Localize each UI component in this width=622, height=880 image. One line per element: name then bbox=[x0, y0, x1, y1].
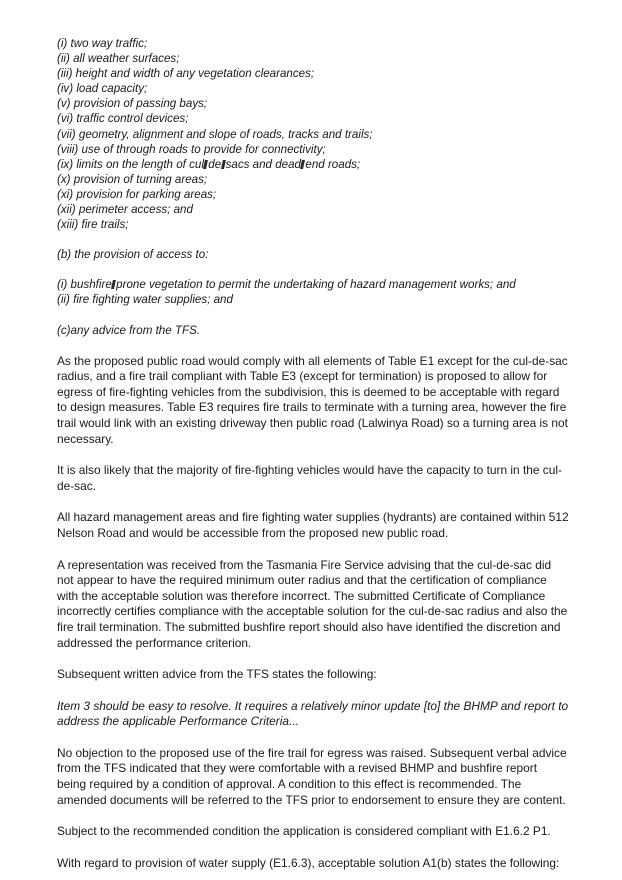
clause-b-item-ii: (ii) fire fighting water supplies; and bbox=[57, 293, 233, 307]
spacer bbox=[57, 262, 569, 277]
paragraph-vehicle-capacity: It is also likely that the majority of fire-fighting vehicles would have the capacity to turn in the cul-de-sac. bbox=[57, 463, 562, 493]
spacer bbox=[57, 338, 569, 354]
clause-ix-middle: de bbox=[208, 157, 222, 171]
spacer bbox=[57, 840, 569, 856]
paragraph-compliance-conclusion: Subject to the recommended condition the application is considered compliant with E1.6.2 P1. bbox=[57, 824, 551, 839]
paragraph-water-supply: With regard to provision of water supply (E1.6.3), acceptable solution A1(b) states the following: bbox=[57, 855, 560, 870]
clause-ix-prefix: (ix) limits on the length of cul bbox=[57, 157, 204, 171]
list-item: (viii) use of through roads to provide for connectivity; bbox=[57, 142, 326, 156]
list-item: (ii) all weather surfaces; bbox=[57, 52, 180, 66]
spacer bbox=[57, 808, 569, 824]
spacer bbox=[57, 494, 569, 510]
clause-b-i-suffix: prone vegetation to permit the undertaking of hazard management works; and bbox=[116, 278, 516, 292]
clause-b-i-prefix: (i) bushfire bbox=[57, 278, 112, 292]
clause-ix-tail: end roads; bbox=[305, 157, 361, 171]
list-item: (xiii) fire trails; bbox=[57, 218, 129, 232]
spacer bbox=[57, 308, 569, 323]
spacer bbox=[57, 542, 569, 558]
list-item: (x) provision of turning areas; bbox=[57, 172, 208, 186]
list-item-clause-ix bbox=[57, 157, 569, 172]
tfs-quote: Item 3 should be easy to resolve. It requires a relatively minor update [to] the BHMP and report to address the applicable Performance Criteria... bbox=[57, 698, 569, 729]
list-item: (iii) height and width of any vegetation clearances; bbox=[57, 67, 315, 81]
list-item: (xi) provision for parking areas; bbox=[57, 187, 217, 201]
list-item: (xii) perimeter access; and bbox=[57, 203, 193, 217]
list-item: (i) two way traffic; bbox=[57, 37, 148, 50]
document-body bbox=[57, 36, 569, 871]
clause-ix-suffix: sacs and dead bbox=[225, 157, 301, 171]
paragraph-no-objection: No objection to the proposed use of the fire trail for egress was raised. Subsequent verbal advice from the TFS indicated that they were comfortable with a revised BHMP and bushfire report being required by a condition of approval. A condition to this effect is recommended. The amended documents will be referred to the TFS prior to endorsement to ensure they are content. bbox=[57, 745, 567, 807]
paragraph-subsequent-advice-intro: Subsequent written advice from the TFS states the following: bbox=[57, 667, 377, 682]
spacer bbox=[57, 683, 569, 699]
list-item: (vi) traffic control devices; bbox=[57, 112, 189, 126]
clause-a-list bbox=[57, 36, 569, 232]
spacer bbox=[57, 232, 569, 247]
paragraph-representation: A representation was received from the Tasmania Fire Service advising that the cul-de-sac did not appear to have the required minimum outer radius and that the certification of compliance with the acceptable solution was therefore incorrect. The submitted Certificate of Compliance incorrectly certifies compliance with the acceptable solution for the cul-de-sac radius and also the fire trail termination. The submitted bushfire report should also have identified the discretion and addressed the performance criterion. bbox=[57, 557, 568, 650]
spacer bbox=[57, 651, 569, 667]
clause-b-heading: (b) the provision of access to: bbox=[57, 248, 209, 262]
list-item: (iv) load capacity; bbox=[57, 82, 148, 96]
clause-b-item-i bbox=[57, 277, 569, 292]
paragraph-table-compliance: As the proposed public road would comply with all elements of Table E1 except for the cul-de-sac radius, and a fire trail compliant with Table E3 (except for termination) is proposed to allow for egress of fire-fighting vehicles from the subdivision, this is deemed to be acceptable with regard to design measures. Table E3 requires fire trails to terminate with a turning area, however the fire trail would link with an existing driveway then public road (Lalwinya Road) so a turning area is not necessary. bbox=[57, 353, 568, 446]
clause-c: (c)any advice from the TFS. bbox=[57, 323, 201, 337]
list-item: (v) provision of passing bays; bbox=[57, 97, 208, 111]
spacer bbox=[57, 447, 569, 463]
list-item: (vii) geometry, alignment and slope of roads, tracks and trails; bbox=[57, 127, 373, 141]
spacer bbox=[57, 730, 569, 746]
paragraph-hydrants: All hazard management areas and fire fighting water supplies (hydrants) are contained within 512 Nelson Road and would be accessible from the proposed new public road. bbox=[57, 510, 569, 540]
